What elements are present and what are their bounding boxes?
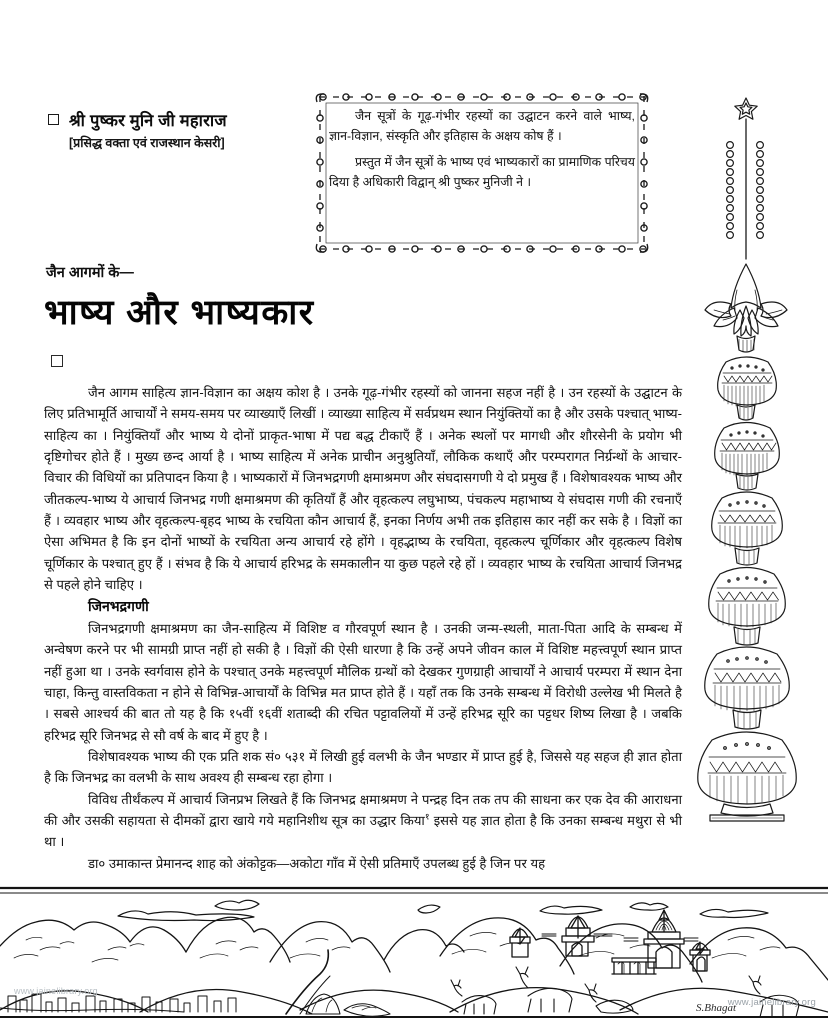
page-title: भाष्य और भाष्यकार xyxy=(44,293,315,332)
beaded-chain-left-icon xyxy=(727,142,734,239)
article-body xyxy=(44,382,682,874)
kalash-bulb xyxy=(718,357,777,420)
abstract-paragraph: प्रस्तुत में जैन सूत्रों के भाष्य एवं भाष्यकारों का प्रामाणिक परिचय दिया है अधिकारी विद्वान् श्री पुष्कर मुनिजी ने । xyxy=(329,155,635,190)
author-subtitle: [प्रसिद्ध वक्ता एवं राजस्थान केसरी] xyxy=(69,136,225,150)
body-paragraph: विशेषावश्यक भाष्य की एक प्रति शक सं० ५३१ में लिखी हुई वलभी के जैन भण्डार में प्राप्त हुई है, जिससे यह सहज ही ज्ञात होता है कि जिनभद्र का वलभी के साथ अवश्य ही सम्बन्ध रहा होगा । xyxy=(44,749,682,786)
title-kicker: जैन आगमों के— xyxy=(46,265,134,281)
body-paragraph-with-footnote xyxy=(44,789,682,853)
kalash-bulb xyxy=(712,492,783,565)
abstract-paragraph: जैन सूत्रों के गूढ़-गंभीर रहस्यों का उद्घाटन करने वाले भाष्य, ज्ञान-विज्ञान, संस्कृति और इतिहास के अक्षय कोष हैं । xyxy=(329,109,635,144)
abstract-box xyxy=(313,90,651,256)
author-byline xyxy=(48,108,318,151)
footnote-paragraph-tail: इससे यह ज्ञात होता है कि उनका सम्बन्ध मथुरा से भी था । xyxy=(44,813,683,850)
abstract-text xyxy=(329,106,635,192)
decorative-kalash-pillar xyxy=(690,92,824,876)
section-heading: जिनभद्रगणी xyxy=(88,598,149,615)
kalash-bulb xyxy=(715,423,780,491)
body-paragraph: डा० उमाकान्त प्रेमानन्द शाह को अंकोट्टक—अकोटा गाँव में ऐसी प्रतिमाएँ उपलब्ध हुई है जिन पर यह xyxy=(88,855,546,871)
author-byline-row xyxy=(48,108,318,131)
kalash-bulb xyxy=(705,647,790,729)
kalash-bulb-base xyxy=(698,732,796,804)
body-paragraph: जैन आगम साहित्य ज्ञान-विज्ञान का अक्षय कोश है । उनके गूढ़-गंभीर रहस्यों को जानना सहज नहीं है । उन रहस्यों के उद्घाटन के लिए प्रतिभामूर्ति आचार्यों ने समय-समय पर व्याख्याएँ लिखीं । व्याख्या साहित्य में सर्वप्रथम स्थान नियुंक्तियों का है और उसके पश्चात् भाष्य-साहित्य का । नियुंक्तियाँ और भाष्य ये दोनों प्राकृत-भाषा में पद्य बद्ध टीकाएँ हैं । अनेक स्थलों पर मागधी और शौरसेनी के प्रयोग भी दृष्टिगोचर होते हैं । मुख्य छन्द आर्या है । भाष्य साहित्य में अनेक प्राचीन अनुश्रुतियाँ, लौकिक कथाएँ और परम्परागत निर्ग्रन्थों के आचार-विचार की विधियों का प्रतिपादन किया है । भाष्यकारों में जिनभद्रगणी क्षमाश्रमण और संघदासगणी ये दो प्रमुख हैं । विशेषावश्यक भाष्य और जीतकल्प-भाष्य ये आचार्य जिनभद्र गणी क्षमाश्रमण की कृतियाँ हैं और वृहत्कल्प लघुभाष्य, पंचकल्प महाभाष्य ये संघदास गणी की रचनाएँ हैं । व्यवहार भाष्य और वृहत्कल्प-बृहद भाष्य के रचयिता कौन आचार्य हैं, इनका निर्णय अभी तक इतिहास कार नहीं कर सके है । विज्ञों का ऐसा अभिमत है कि इन दोनों भाष्यों के रचयिता अन्य आचार्य रहे होंगे । वृहद्भाष्य के रचयिता, वृहत्कल्प चूर्णिकार और वृहत्कल्प विशेष चूर्णिकार के पश्चात् हुए हैं । संभव है कि ये आचार्य हरिभद्र के समकालीन या कुछ पहले रहे हों । व्यवहार भाष्य के रचयिता आचार्य जिनभद्र से पहले होने चाहिए । xyxy=(44,385,682,592)
base-plinth xyxy=(710,804,784,821)
author-name: श्री पुष्कर मुनि जी महाराज xyxy=(69,112,227,130)
footnote-paragraph-text: विविध तीर्थंकल्प में आचार्य जिनप्रभ लिखते हैं कि जिनभद्र क्षमाश्रमण ने पन्द्रह दिन तक तप की साधना कर एक देव की आराधना की और उसकी सहायता से दीमकों द्वारा खाये गये महानिशीथ सूत्र का उद्धार किया xyxy=(44,791,682,829)
artist-signature: S.Bhagat xyxy=(695,1002,736,1014)
body-paragraph: जिनभद्रगणी क्षमाश्रमण का जैन-साहित्य में विशिष्ट व गौरवपूर्ण स्थान है । उनकी जन्म-स्थली, माता-पिता आदि के सम्बन्ध में अन्वेषण करने पर भी सामग्री प्राप्त नहीं हो सकी है । विज्ञों की ऐसी धारणा है कि उन्हें अपने जीवन काल में विशिष्ट महत्त्वपूर्ण स्थान प्राप्त नहीं हुआ था । उनके स्वर्गवास होने के पश्चात् उनके महत्त्वपूर्ण मौलिक ग्रन्थों को देखकर गुणग्राही आचार्यों ने आचार्य परम्परा में स्थान देना चाहा, किन्तु वास्तविकता न होने से विभिन्न-आचार्यों के विभिन्न मत प्राप्त होते हैं । यहाँ तक कि उनके सम्बन्ध में विरोधी उल्लेख भी मिलते है । सबसे आश्चर्य की बात तो यह है कि १५वीं १६वीं शताब्दी की रचित पट्टावलियों में उन्हें हरिभद्र सूरि का पट्टधर शिष्य लिखा है । जबकि हरिभद्र सूरि जिनभद्र से सौ वर्ष के बाद में हुए है । xyxy=(44,621,682,743)
title-square-bullet-icon xyxy=(51,355,63,367)
watermark-right: www.jainelibrary.org xyxy=(727,997,816,1008)
beaded-chain-right-icon xyxy=(757,142,764,239)
watermark-left: www.jainelibrary.org xyxy=(14,986,98,996)
square-bullet-icon xyxy=(48,114,59,125)
star-finial-icon xyxy=(735,98,757,119)
footnote-marker: १ xyxy=(424,811,430,822)
lotus-crown-icon xyxy=(705,264,787,336)
kalash-bulb xyxy=(709,568,786,646)
